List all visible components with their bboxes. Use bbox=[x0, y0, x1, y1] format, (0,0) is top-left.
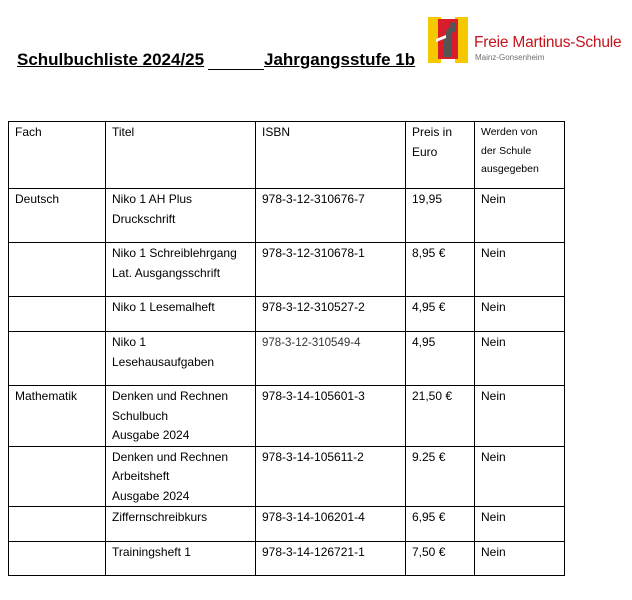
cell-issued: Nein bbox=[475, 507, 565, 542]
table-row bbox=[9, 189, 565, 243]
cell-isbn: 978-3-14-105601-3 bbox=[256, 386, 406, 447]
title-underline-gap bbox=[208, 69, 264, 70]
cell-price: 21,50 € bbox=[406, 386, 475, 447]
table-row bbox=[9, 332, 565, 386]
header-price: Preis in Euro bbox=[406, 122, 475, 189]
cell-subject: Deutsch bbox=[9, 189, 106, 243]
cell-isbn: 978-3-14-106201-4 bbox=[256, 507, 406, 542]
school-location: Mainz-Gonsenheim bbox=[475, 53, 545, 62]
header-title: Titel bbox=[106, 122, 256, 189]
cell-isbn: 978-3-12-310676-7 bbox=[256, 189, 406, 243]
cell-price: 6,95 € bbox=[406, 507, 475, 542]
cell-isbn: 978-3-12-310549-4 bbox=[256, 332, 406, 386]
list-title: Schulbuchliste 2024/25 bbox=[17, 50, 205, 69]
cell-title: Trainingsheft 1 bbox=[106, 542, 256, 576]
cell-title: Ziffernschreibkurs bbox=[106, 507, 256, 542]
book-list-table bbox=[8, 121, 565, 576]
table-header-row bbox=[9, 122, 565, 189]
header-isbn: ISBN bbox=[256, 122, 406, 189]
school-logo bbox=[428, 17, 628, 67]
table-row bbox=[9, 542, 565, 576]
cell-issued: Nein bbox=[475, 243, 565, 297]
cell-subject bbox=[9, 332, 106, 386]
cell-title: Niko 1 AH Plus Druckschrift bbox=[106, 189, 256, 243]
table-row bbox=[9, 507, 565, 542]
cell-isbn: 978-3-12-310527-2 bbox=[256, 297, 406, 332]
header-issued: Werden von der Schule ausgegeben bbox=[475, 122, 565, 189]
header-subject: Fach bbox=[9, 122, 106, 189]
cell-subject bbox=[9, 446, 106, 507]
cell-price: 4,95 bbox=[406, 332, 475, 386]
school-name: Freie Martinus-Schule bbox=[474, 34, 622, 51]
cell-subject bbox=[9, 542, 106, 576]
cell-title: Niko 1 Schreiblehrgang Lat. Ausgangsschrift bbox=[106, 243, 256, 297]
cell-issued: Nein bbox=[475, 446, 565, 507]
cell-isbn: 978-3-12-310678-1 bbox=[256, 243, 406, 297]
cell-issued: Nein bbox=[475, 542, 565, 576]
cell-price: 9.25 € bbox=[406, 446, 475, 507]
cell-price: 8,95 € bbox=[406, 243, 475, 297]
cell-title: Niko 1 Lesehausaufgaben bbox=[106, 332, 256, 386]
cell-issued: Nein bbox=[475, 332, 565, 386]
cell-issued: Nein bbox=[475, 189, 565, 243]
cell-price: 7,50 € bbox=[406, 542, 475, 576]
cell-isbn: 978-3-14-126721-1 bbox=[256, 542, 406, 576]
cell-subject: Mathematik bbox=[9, 386, 106, 447]
cell-isbn: 978-3-14-105611-2 bbox=[256, 446, 406, 507]
cell-price: 19,95 bbox=[406, 189, 475, 243]
page-header bbox=[0, 0, 632, 110]
cell-subject bbox=[9, 297, 106, 332]
cell-issued: Nein bbox=[475, 386, 565, 447]
cell-subject bbox=[9, 243, 106, 297]
table-row bbox=[9, 243, 565, 297]
table-row bbox=[9, 297, 565, 332]
school-logo-mark-icon bbox=[428, 17, 468, 63]
cell-subject bbox=[9, 507, 106, 542]
cell-issued: Nein bbox=[475, 297, 565, 332]
cell-price: 4,95 € bbox=[406, 297, 475, 332]
table-row bbox=[9, 446, 565, 507]
cell-title: Denken und Rechnen Arbeitsheft Ausgabe 2024 bbox=[106, 446, 256, 507]
table-row bbox=[9, 386, 565, 447]
cell-title: Niko 1 Lesemalheft bbox=[106, 297, 256, 332]
grade-label: Jahrgangsstufe 1b bbox=[264, 50, 416, 69]
cell-title: Denken und Rechnen Schulbuch Ausgabe 2024 bbox=[106, 386, 256, 447]
